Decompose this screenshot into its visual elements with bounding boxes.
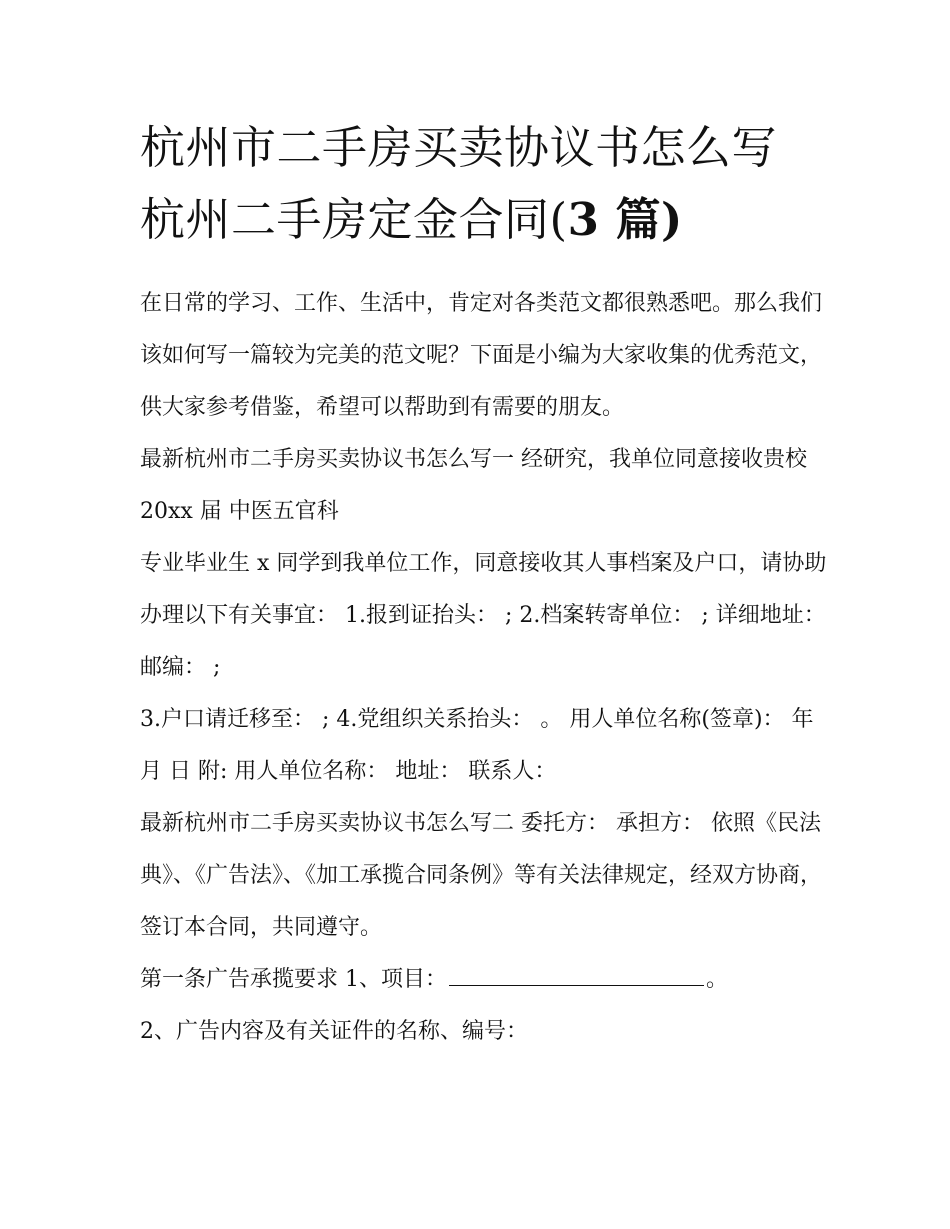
fill-in-blank[interactable] bbox=[449, 967, 704, 986]
article-item-two: 2、广告内容及有关证件的名称、编号： bbox=[140, 1019, 528, 1044]
intro-paragraph: 在日常的学习、工作、生活中，肯定对各类范文都很熟悉吧。那么我们该如何写一篇较为完美的范文呢？下面是小编为大家收集的优秀范文，供大家参考借鉴，希望可以帮助到有需要的朋友。 bbox=[140, 291, 823, 420]
section-one-heading: 最新杭州市二手房买卖协议书怎么写一 经研究，我单位同意接收贵校 20xx 届 中医五官科 bbox=[140, 447, 807, 524]
article-one-label: 第一条广告承揽要求 1、项目： bbox=[140, 967, 447, 992]
title-count: 3 bbox=[567, 193, 600, 246]
article-one-line bbox=[140, 954, 830, 1006]
registration-paragraph: 3.户口请迁移至： ; 4.党组织关系抬头： 。 用人单位名称(签章)： 年 月 日 附: 用人单位名称： 地址： 联系人： bbox=[140, 707, 814, 784]
document-title bbox=[140, 112, 830, 256]
section-two-paragraph: 最新杭州市二手房买卖协议书怎么写二 委托方： 承担方： 依照《民法典》、《广告法》、《加工承揽合同条例》等有关法律规定，经双方协商，签订本合同，共同遵守。 bbox=[140, 811, 823, 940]
article-one-end: 。 bbox=[706, 967, 729, 992]
document-body bbox=[140, 278, 830, 1058]
acceptance-paragraph: 专业毕业生 x 同学到我单位工作，同意接收其人事档案及户口，请协助办理以下有关事宜： 1.报到证抬头： ; 2.档案转寄单位： ; 详细地址： 邮编： ; bbox=[140, 551, 827, 680]
title-text: 杭州市二手房买卖协议书怎么写 杭州二手房定金合同( bbox=[140, 121, 778, 246]
title-suffix: 篇) bbox=[599, 193, 683, 246]
